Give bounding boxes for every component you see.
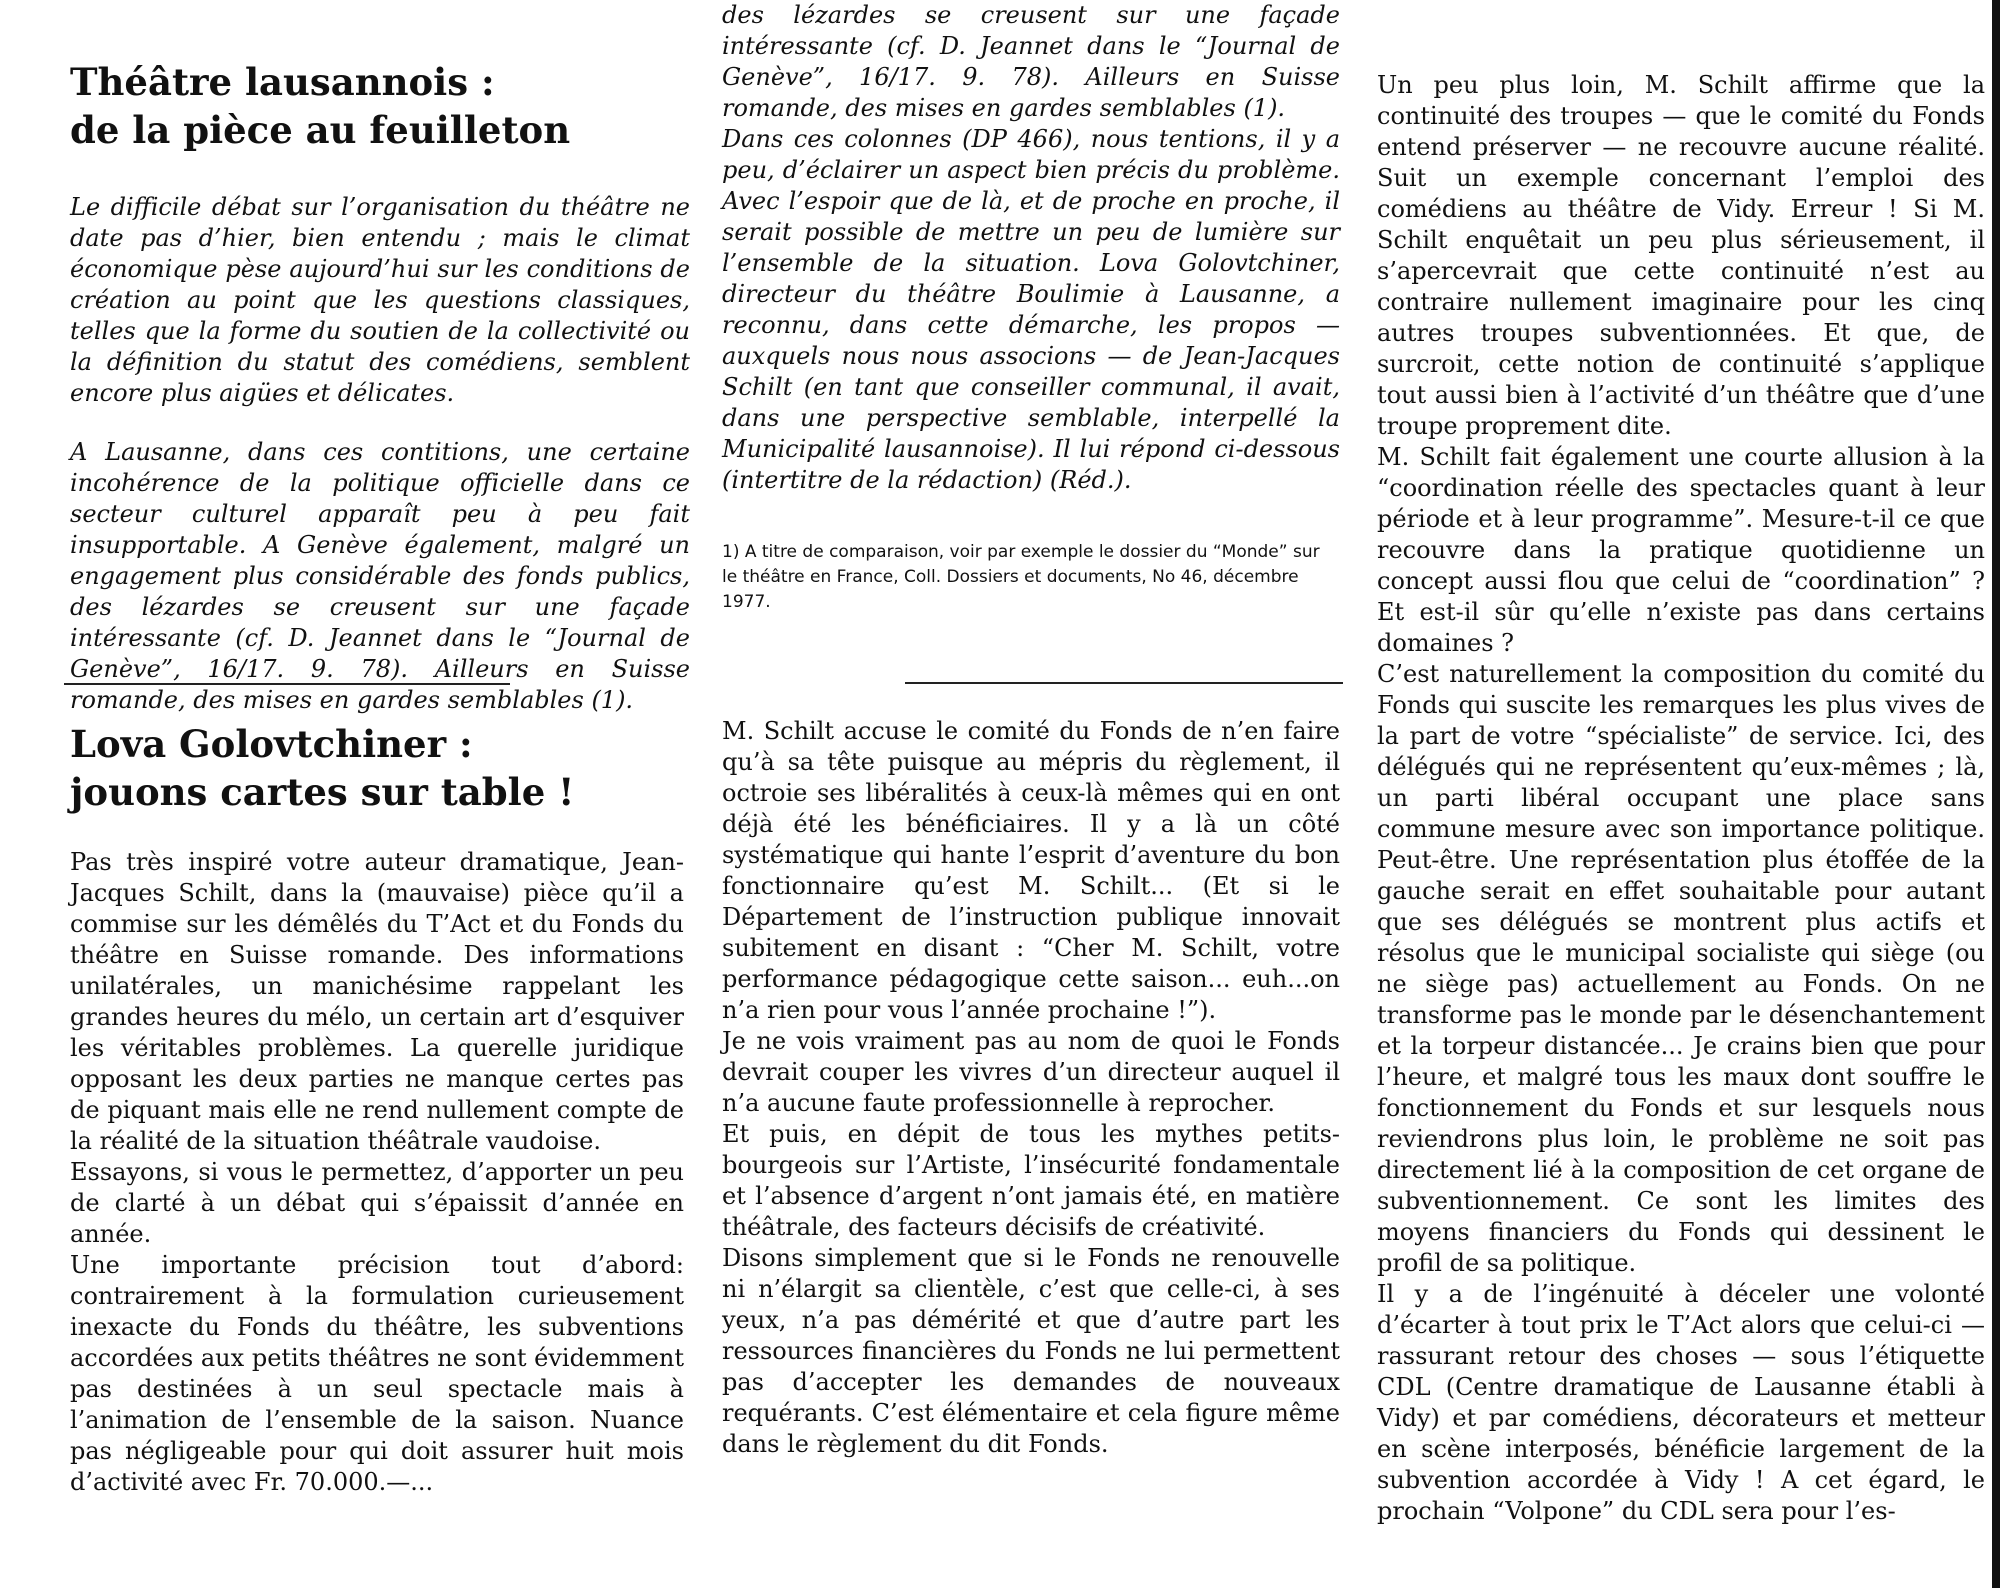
article1-intro-paragraph-3: Dans ces colonnes (DP 466), nous tentions, il y a peu, d’éclairer un aspect bien précis du problème. Avec l’espoir que de là, et de proche en proche, il serait possible de mettre un peu de lumière sur l’ensemble de la situation. Lova Golovtchiner, directeur du théâtre Boulimie à Lausanne, a reconnu, dans cette démarche, les propos — auxquels nous nous associons — de Jean-Jacques Schilt (en tant que conseiller communal, il avait, dans une perspective semblable, interpellé la Municipalité lausannoise). Il lui répond ci-dessous (intertitre de la rédaction) (Réd.). [722, 125, 1340, 494]
article2-paragraph-4: M. Schilt accuse le comité du Fonds de n’en faire qu’à sa tête puisque au mépris du règlement, il octroie ses libéralités à ceux-là mêmes qui en ont déjà été les bénéficiaires. Il y a là un côté systématique qui hante l’esprit d’aventure du bon fonctionnaire qu’est M. Schilt... (Et si le Département de l’instruction publique innovait subitement en disant : “Cher M. Schilt, votre performance pédagogique cette saison... euh...on n’a rien pour vous l’année prochaine !”). [722, 717, 1340, 1024]
article1-intro2-part-a [70, 437, 690, 714]
article2-top-rule [905, 682, 1343, 684]
article2-paragraph-5: Je ne vois vraiment pas au nom de quoi le Fonds devrait couper les vivres d’un directeur auquel il n’a aucune faute professionnelle à reprocher. [722, 1027, 1340, 1117]
page-edge-shadow [1992, 0, 2000, 1588]
article2-paragraph-6: Et puis, en dépit de tous les mythes petits-bourgeois sur l’Artiste, l’insécurité fondamentale et l’absence d’argent n’ont jamais été, en matière théâtrale, des facteurs décisifs de créativité. [722, 1120, 1340, 1241]
article1-intro-paragraph-2-flow: A Lausanne, dans ces contitions, une certaine incohérence de la politique officielle dans ce secteur culturel apparaît peu à peu fait insupportable. A Genève également, malgré un engagement plus considérable des fonds publics, des lézardes se creusent sur une façade intéressante (cf. D. Jeannet dans le “Journal de Genève”, 16/17. 9. 78). Ailleurs en Suisse romande, des mises en gardes semblables (1). [70, 438, 690, 714]
article2-column-middle [722, 716, 1340, 1460]
article2-paragraph-11: Il y a de l’ingénuité à déceler une volonté d’écarter à tout prix le T’Act alors que celui-ci — rassurant retour des choses — sous l’étiquette CDL (Centre dramatique de Lausanne établi à Vidy) et par comédiens, décorateurs et metteur en scène interposés, bénéficie largement de la subvention accordée à Vidy ! A cet égard, le prochain “Volpone” du CDL sera pour l’es- [1377, 1280, 1985, 1525]
article2-paragraph-1: Pas très inspiré votre auteur dramatique, Jean-Jacques Schilt, dans la (mauvaise) pièce qu’il a commise sur les démêlés du T’Act et du Fonds du théâtre en Suisse romande. Des informations unilatérales, un manichésime rappelant les grandes heures du mélo, un certain art d’esquiver les véritables problèmes. La querelle juridique opposant les deux parties ne manque certes pas de piquant mais elle ne rend nullement compte de la réalité de la situation théâtrale vaudoise. [70, 848, 684, 1155]
article1-title: Théâtre lausannois : de la pièce au feuilleton [70, 60, 571, 152]
article1-bottom-rule [64, 683, 510, 685]
column-middle-top [722, 124, 1340, 615]
article1-intro-paragraph-1: Le difficile débat sur l’organisation du théâtre ne date pas d’hier, bien entendu ; mais le climat économique pèse aujourd’hui sur les conditions de création au point que les questions classiques, telles que la forme du soutien de la collectivité ou la définition du statut des comédiens, semblent encore plus aigües et délicates. [70, 193, 690, 407]
article2-title: Lova Golovtchiner : jouons cartes sur table ! [70, 722, 575, 814]
article2-paragraph-3: Une importante précision tout d’abord: contrairement à la formulation curieusement inexacte du Fonds du théâtre, les subventions accordées aux petits théâtres ne sont évidemment pas destinées à un seul spectacle mais à l’animation de l’ensemble de la saison. Nuance pas négligeable pour qui doit assurer huit mois d’activité avec Fr. 70.000.—... [70, 1251, 684, 1496]
article2-column-right [1377, 70, 1985, 1527]
article2-paragraph-7: Disons simplement que si le Fonds ne renouvelle ni n’élargit sa clientèle, c’est que celle-ci, à ses yeux, n’a pas démérité et que d’autre part les ressources financières du Fonds ne lui permettent pas d’accepter les demandes de nouveaux requérants. C’est élémentaire et cela figure même dans le règlement du dit Fonds. [722, 1244, 1340, 1458]
article2-column-left [70, 847, 684, 1498]
article1-intro-paragraph-2-continued: des lézardes se creusent sur une façade intéressante (cf. D. Jeannet dans le “Journal de Genève”, 16/17. 9. 78). Ailleurs en Suisse romande, des mises en gardes semblables (1). [722, 1, 1340, 122]
article1-footnote: 1) A titre de comparaison, voir par exemple le dossier du “Monde” sur le théâtre en France, Coll. Dossiers et documents, No 46, décembre 1977. [722, 542, 1320, 612]
column-left [70, 0, 690, 409]
article2-paragraph-2: Essayons, si vous le permettez, d’apporter un peu de clarté à un débat qui s’épaissit d’année en année. [70, 1158, 684, 1248]
article2-paragraph-8: Un peu plus loin, M. Schilt affirme que la continuité des troupes — que le comité du Fonds entend préserver — ne recouvre aucune réalité. Suit un exemple concernant l’emploi des comédiens au théâtre de Vidy. Erreur ! Si M. Schilt enquêtait un peu plus sérieusement, il s’apercevrait que cette continuité n’est au contraire nullement imaginaire pour les cinq autres troupes subventionnées. Et que, de surcroit, cette notion de continuité s’applique tout aussi bien à l’activité d’un théâtre que d’une troupe proprement dite. [1377, 71, 1985, 440]
article1-intro2-part-b [722, 1, 1340, 124]
article2-paragraph-10: C’est naturellement la composition du comité du Fonds qui suscite les remarques les plus vives de la part de votre “spécialiste” de service. Ici, des délégués qui ne représentent qu’eux-mêmes ; là, un parti libéral occupant une place sans commune mesure avec son importance politique. Peut-être. Une représentation plus étoffée de la gauche serait en effet souhaitable pour autant que ses délégués se montrent plus actifs et résolus que le municipal socialiste qui siège (ou ne siège pas) actuellement au Fonds. On ne transforme pas le monde par le désenchantement et la torpeur distancée... Je crains bien que pour l’heure, et malgré tous les maux dont souffre le fonctionnement du Fonds et sur lesquels nous reviendrons plus loin, le problème ne soit pas directement lié à la composition de cet organe de subventionnement. Ce sont les limites des moyens financiers du Fonds qui dessinent le profil de sa politique. [1377, 660, 1985, 1277]
article2-paragraph-9: M. Schilt fait également une courte allusion à la “coordination réelle des spectacles quant à leur période et à leur programme”. Mesure-t-il ce que recouvre dans la pratique quotidienne un concept aussi flou que celui de “coordination” ? Et est-il sûr qu’elle n’existe pas dans certains domaines ? [1377, 443, 1985, 657]
